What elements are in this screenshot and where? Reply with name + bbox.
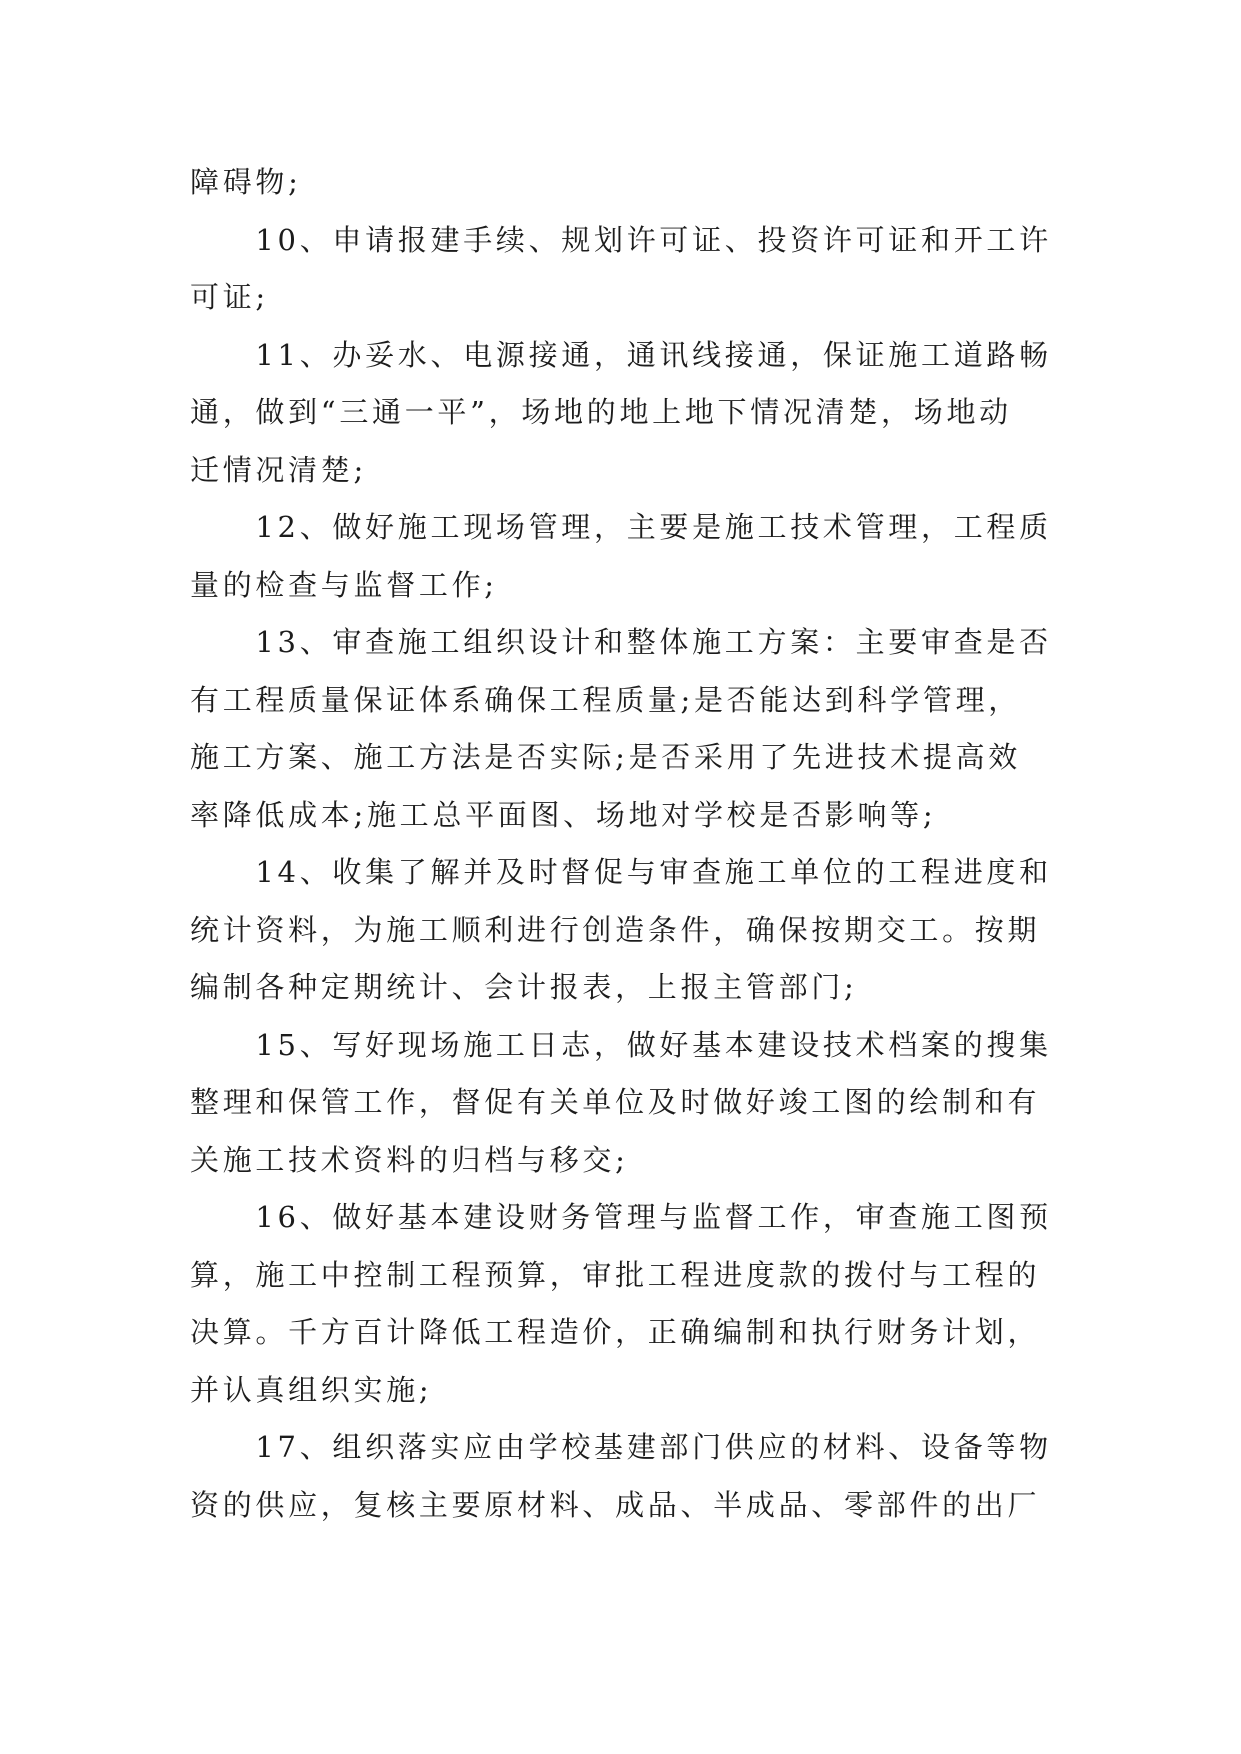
text-line: 有工程质量保证体系确保工程质量;是否能达到科学管理， [190,682,1021,717]
text-line: 决算。千方百计降低工程造价，正确编制和执行财务计划， [190,1315,1041,1349]
text-line: 资的供应，复核主要原材料、成品、半成品、零部件的出厂 [190,1487,1041,1522]
text-line: 统计资料，为施工顺利进行创造条件，确保按期交工。按期 [190,912,1041,947]
text-line: 17、组织落实应由学校基建部门供应的材料、设备等物 [190,1430,1052,1464]
text-line: 16、做好基本建设财务管理与监督工作，审查施工图预 [190,1200,1052,1234]
text-line: 编制各种定期统计、会计报表，上报主管部门; [190,970,858,1004]
text-line: 迁情况清楚; [190,452,367,487]
text-line: 14、收集了解并及时督促与审查施工单位的工程进度和 [190,855,1052,889]
text-line: 并认真组织实施; [190,1372,433,1407]
text-line: 算，施工中控制工程预算，审批工程进度款的拨付与工程的 [190,1257,1041,1292]
document-body [190,154,1060,1534]
text-line: 12、做好施工现场管理，主要是施工技术管理，工程质 [190,510,1052,544]
text-line: 10、申请报建手续、规划许可证、投资许可证和开工许 [190,222,1052,257]
text-line: 通，做到“三通一平”，场地的地上地下情况清楚，场地动 [190,395,1012,429]
text-line: 11、办妥水、电源接通，通讯线接通，保证施工道路畅 [190,337,1052,372]
text-line: 15、写好现场施工日志，做好基本建设技术档案的搜集 [190,1027,1052,1062]
text-line: 障碍物; [190,165,302,199]
text-line: 率降低成本;施工总平面图、场地对学校是否影响等; [190,797,937,832]
text-line: 可证; [190,280,269,314]
text-line: 整理和保管工作，督促有关单位及时做好竣工图的绘制和有 [190,1085,1041,1119]
text-line: 量的检查与监督工作; [190,567,498,602]
text-line: 13、审查施工组织设计和整体施工方案：主要审查是否 [190,625,1052,659]
text-line: 施工方案、施工方法是否实际;是否采用了先进技术提高效 [190,740,1021,774]
text-line: 关施工技术资料的归档与移交; [190,1142,629,1177]
